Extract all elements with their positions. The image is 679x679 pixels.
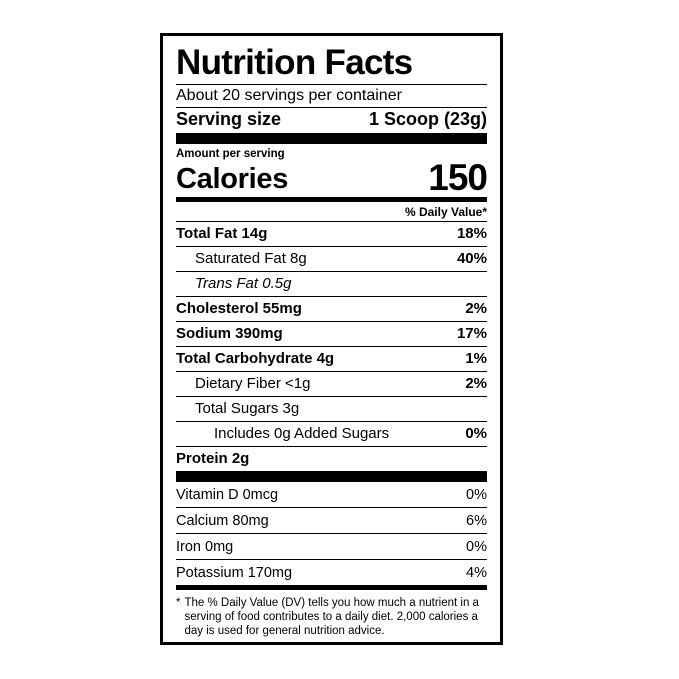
nutrient-pct: 0%	[465, 425, 487, 442]
serving-size-label: Serving size	[176, 109, 282, 129]
servings-per-container: About 20 servings per container	[176, 87, 402, 104]
amount-per-serving-label: Amount per serving	[176, 148, 285, 160]
vitamin-pct: 4%	[466, 564, 487, 581]
nutrient-name: Total Sugars 3g	[195, 400, 300, 417]
nutrient-pct: 18%	[456, 225, 487, 242]
page-title: Nutrition Facts	[176, 43, 413, 82]
footnote	[176, 590, 487, 638]
calories-label: Calories	[176, 163, 289, 195]
serving-size-row	[176, 108, 487, 133]
nutrient-pct: 2%	[465, 375, 487, 392]
table-row	[176, 322, 487, 346]
table-row	[176, 508, 487, 533]
divider-thick-top	[176, 133, 487, 144]
vitamin-pct: 0%	[466, 486, 487, 503]
table-row	[176, 560, 487, 585]
calories-row	[176, 157, 487, 198]
table-row	[176, 222, 487, 246]
nutrient-list	[176, 222, 487, 471]
nutrient-name: Protein 2g	[176, 450, 250, 467]
daily-value-header: % Daily Value*	[404, 205, 487, 219]
nutrient-pct: 40%	[456, 250, 487, 267]
nutrient-pct: 17%	[456, 325, 487, 342]
vitamin-name: Potassium 170mg	[176, 564, 293, 581]
label-content	[163, 36, 500, 642]
vitamin-name: Calcium 80mg	[176, 512, 269, 529]
table-row	[176, 347, 487, 371]
nutrient-pct: 2%	[465, 300, 487, 317]
table-row	[176, 422, 487, 446]
serving-size-value: 1 Scoop (23g)	[368, 109, 487, 129]
table-row	[176, 247, 487, 271]
footnote-text: The % Daily Value (DV) tells you how much a nutrient in a serving of food contributes to a daily diet. 2,000 calories a day is used for general nutrition advice.	[184, 597, 479, 637]
table-row	[176, 397, 487, 421]
nutrient-name: Sodium 390mg	[176, 325, 283, 342]
nutrient-name: Saturated Fat 8g	[195, 250, 307, 267]
nutrient-name: Trans Fat 0.5g	[195, 275, 292, 292]
nutrient-pct: 1%	[465, 350, 487, 367]
nutrient-name: Includes 0g Added Sugars	[214, 425, 390, 442]
vitamin-name: Iron 0mg	[176, 538, 234, 555]
nutrient-name: Total Carbohydrate 4g	[176, 350, 335, 367]
vitamin-pct: 6%	[466, 512, 487, 529]
nutrition-facts-label	[160, 33, 503, 645]
divider-thick-bottom	[176, 471, 487, 482]
table-row	[176, 372, 487, 396]
table-row	[176, 297, 487, 321]
vitamin-pct: 0%	[466, 538, 487, 555]
nutrient-name: Total Fat 14g	[176, 225, 268, 242]
table-row	[176, 482, 487, 507]
nutrient-name: Cholesterol 55mg	[176, 300, 302, 317]
table-row	[176, 272, 487, 296]
footnote-star: *	[176, 597, 181, 609]
vitamin-name: Vitamin D 0mcg	[176, 486, 279, 503]
nutrient-name: Dietary Fiber <1g	[195, 375, 311, 392]
calories-value: 150	[428, 157, 487, 198]
table-row	[176, 447, 487, 471]
vitamin-list	[176, 482, 487, 585]
table-row	[176, 534, 487, 559]
